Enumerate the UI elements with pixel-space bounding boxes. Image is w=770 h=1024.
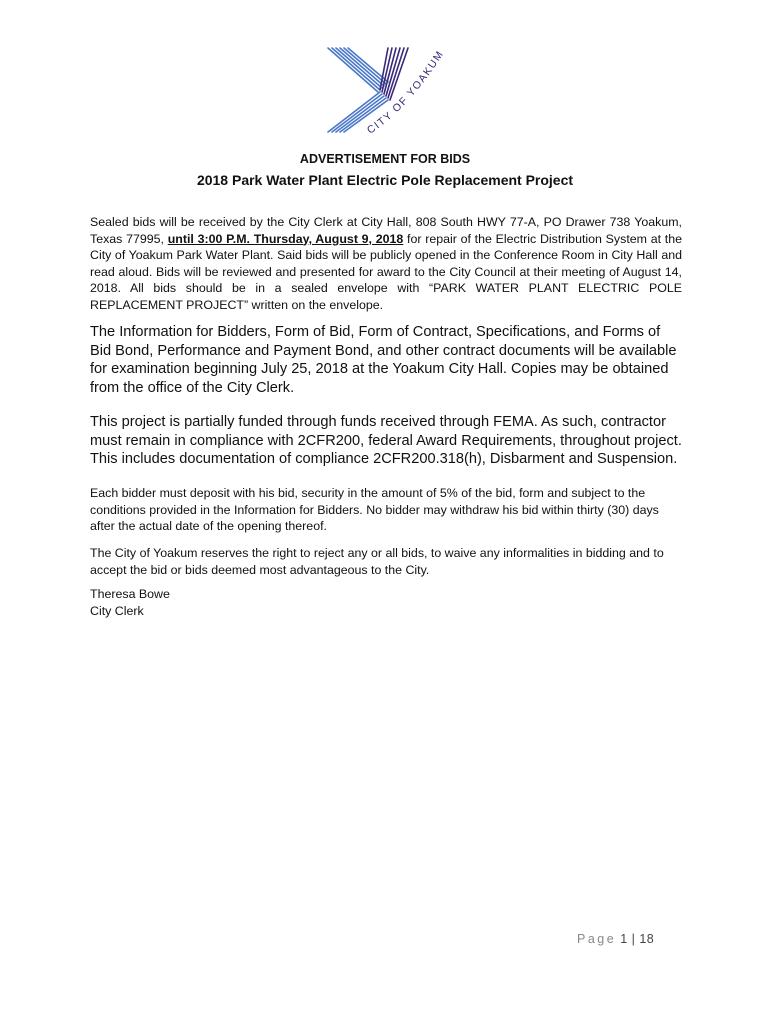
bid-security-paragraph: Each bidder must deposit with his bid, security in the amount of 5% of the bid, form and subject to the conditions provided in the Information for Bidders. No bidder may withdraw his bid within thirty (30) days after the actual date of the opening thereof.: [90, 486, 659, 533]
signer-name: Theresa Bowe: [90, 587, 170, 601]
total-pages: 18: [639, 932, 655, 946]
page-separator: |: [627, 932, 640, 946]
reservation-of-rights-paragraph: The City of Yoakum reserves the right to reject any or all bids, to waive any informalities in bidding and to accept the bid or bids deemed most advantageous to the City.: [90, 546, 664, 577]
fema-funding-paragraph: This project is partially funded through funds received through FEMA. As such, contractor must remain in compliance with 2CFR200, federal Award Requirements, throughout project. This includes documentation of compliance 2CFR200.318(h), Disbarment and Suspension.: [90, 414, 682, 467]
bid-deadline: until 3:00 P.M. Thursday, August 9, 2018: [167, 231, 404, 246]
svg-text:CITY OF YOAKUM: [365, 48, 447, 136]
project-title: 2018 Park Water Plant Electric Pole Replacement Project: [196, 172, 574, 188]
contract-documents-paragraph: The Information for Bidders, Form of Bid, Form of Contract, Specifications, and Forms of Bid Bond, Performance and Payment Bond, and other contract documents will be available for examination beginning July 25, 2018 at the Yoakum City Hall. Copies may be obtained from the office of the City Clerk.: [90, 324, 677, 396]
logo-left-stripes: [328, 48, 388, 92]
bid-submission-text-end: for repair of the Electric Distribution System at the City of Yoakum Park Water Plant. Said bids will be publicly opened in the Conference Room in City Hall and read aloud. Bids will be reviewed and presented for award to the City Council at their meeting of August 14, 2018. All bids should be in a sealed envelope with “PARK WATER PLANT ELECTRIC POLE REPLACEMENT PROJECT” written on the envelope.: [90, 231, 682, 312]
bid-submission-text-start: Sealed bids will be received by the City Clerk at City Hall, 808 South HWY 77-A, PO Drawer 738 Yoakum, Texas 77995,: [90, 215, 682, 246]
bid-submission-paragraph: [90, 214, 682, 313]
signer-title: City Clerk: [90, 604, 144, 618]
logo-text: CITY OF YOAKUM: [364, 48, 447, 137]
document-title: ADVERTISEMENT FOR BIDS: [299, 152, 471, 166]
page-number-footer: [577, 932, 654, 946]
current-page: 1: [620, 932, 628, 946]
city-of-yoakum-logo: [318, 40, 458, 140]
page-label: Page: [577, 932, 617, 946]
